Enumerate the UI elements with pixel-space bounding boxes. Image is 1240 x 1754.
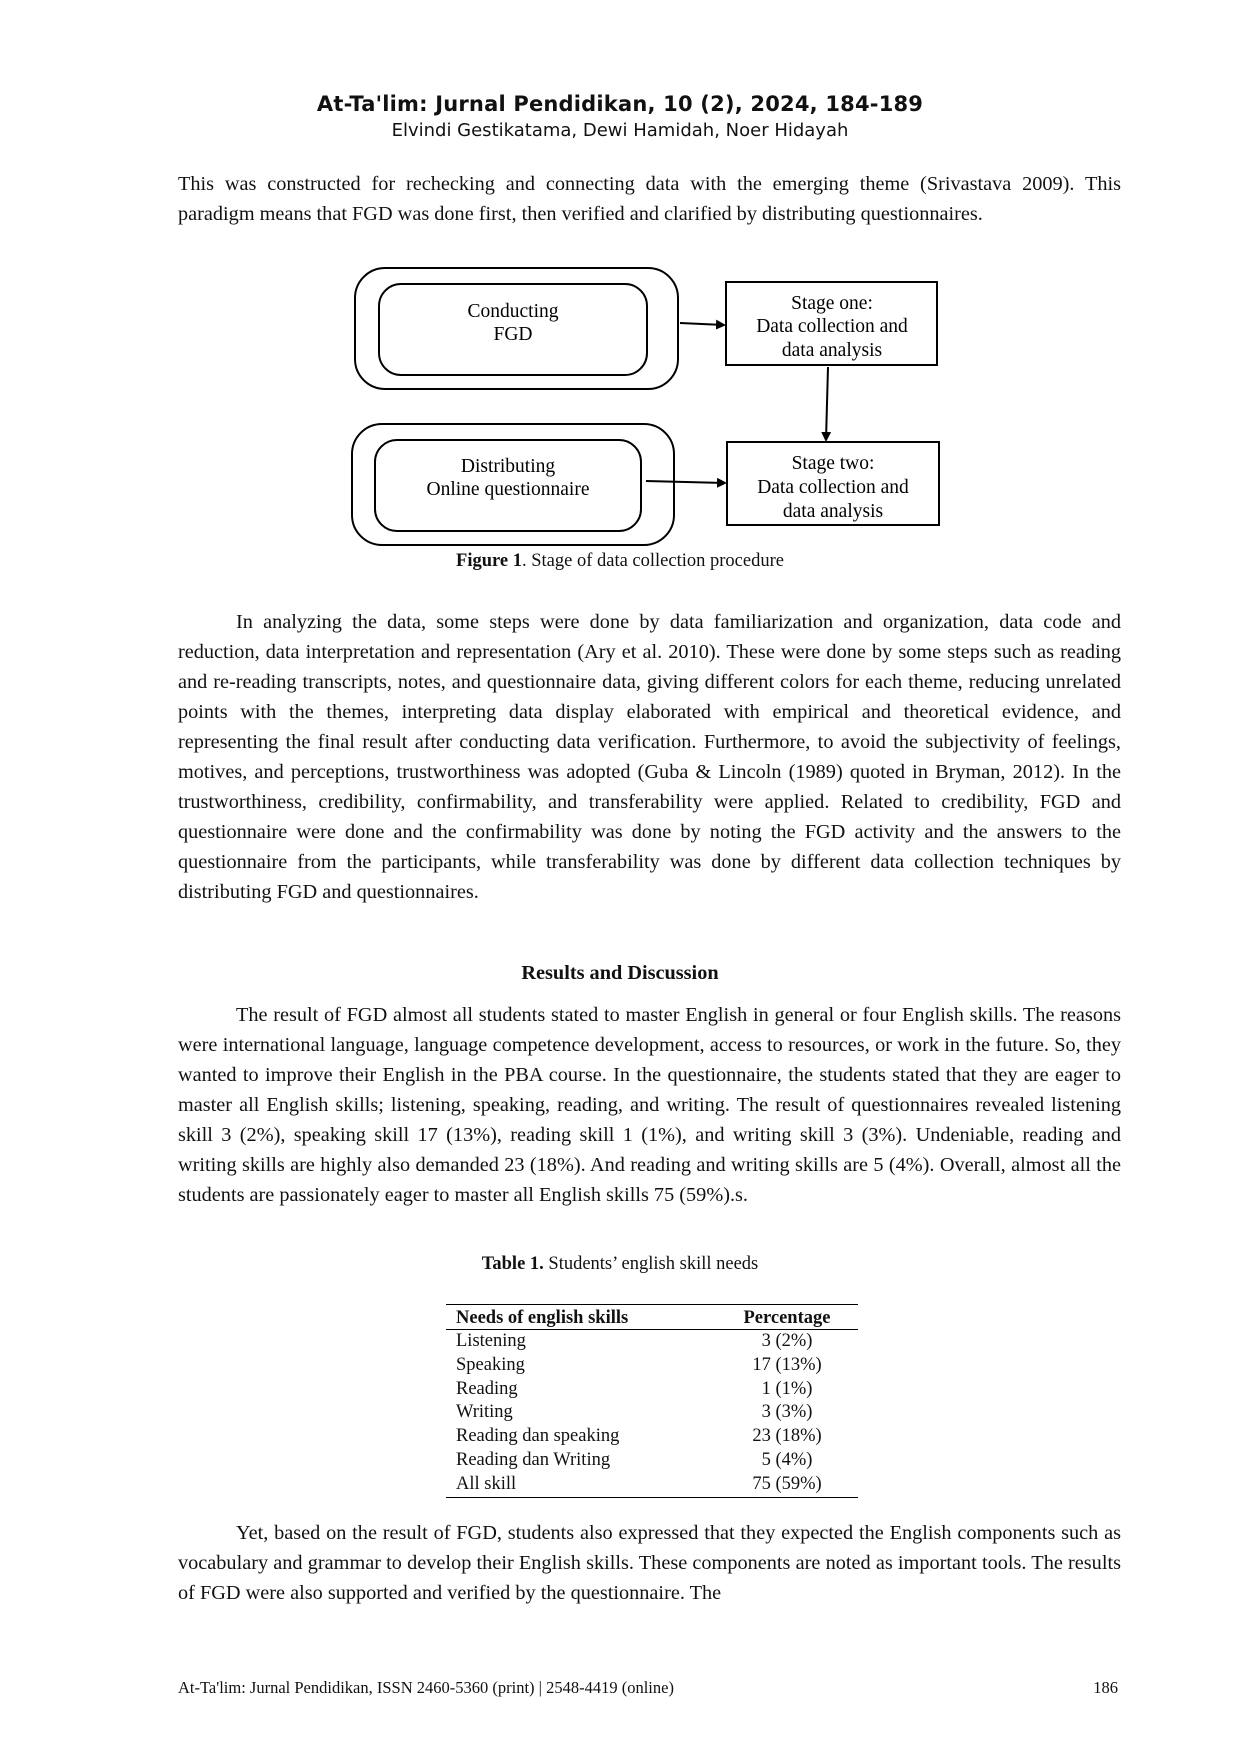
stage-two-line-3: data analysis [782, 501, 884, 522]
figure-caption-label: Figure 1 [456, 551, 522, 571]
figure-caption-text: . Stage of data collection procedure [521, 551, 784, 571]
skill-needs-table [446, 1304, 858, 1498]
column-header-percentage: Percentage [716, 1305, 858, 1330]
table-row [446, 1401, 858, 1425]
stage-two-box [727, 442, 939, 525]
questionnaire-box-line-1: Distributing [460, 456, 556, 477]
table-row [446, 1330, 858, 1354]
stage-one-line-1: Stage one: [791, 293, 873, 314]
skill-cell: All skill [446, 1473, 716, 1497]
table-row [446, 1425, 858, 1449]
figure-caption [0, 551, 1240, 572]
conducting-fgd-box [355, 268, 678, 389]
percentage-cell: 5 (4%) [761, 1449, 813, 1470]
arrow-fgd-to-stage-one [680, 323, 724, 325]
skill-cell: Reading [456, 1378, 518, 1399]
distributing-questionnaire-box [352, 424, 674, 545]
page-number: 186 [1093, 1678, 1118, 1697]
skill-cell: Speaking [456, 1354, 525, 1375]
intro-paragraph: This was constructed for rechecking and connecting data with the emerging theme (Srivastava 2009). This paradigm means that FGD was done first, then verified and clarified by distributing questionnaires. [178, 173, 1121, 225]
table-header-row [446, 1305, 858, 1330]
footer-journal-info: At-Ta'lim: Jurnal Pendidikan, ISSN 2460-5360 (print) | 2548-4419 (online) [178, 1678, 674, 1697]
percentage-cell: 3 (2%) [761, 1331, 813, 1351]
table-caption [0, 1254, 1240, 1275]
stage-one-box [726, 282, 937, 365]
results-paragraph: The result of FGD almost all students stated to master English in general or four English skills. The reasons were international language, language competence development, access to resources, or work in the future. So, they wanted to improve their English in the PBA course. In the questionnaire, the students stated that they are eager to master all English skills; listening, speaking, reading, and writing. The result of questionnaires revealed listening skill 3 (2%), speaking skill 17 (13%), reading skill 1 (1%), and writing skill 3 (3%). Undeniable, reading and writing skills are highly also demanded 23 (18%). And reading and writing skills are 5 (4%). Overall, almost all the students are passionately eager to master all English skills 75 (59%).s. [178, 1004, 1121, 1206]
skill-cell: Writing [456, 1402, 513, 1423]
closing-paragraph: Yet, based on the result of FGD, students also expressed that they expected the English components such as vocabulary and grammar to develop their English skills. These components are noted as important tools. The results of FGD were also supported and verified by the questionnaire. The [178, 1522, 1121, 1604]
percentage-cell: 17 (13%) [752, 1354, 822, 1375]
table-row [446, 1378, 858, 1402]
fgd-box-line-1: Conducting [467, 301, 559, 322]
stage-one-line-2: Data collection and [756, 316, 908, 337]
percentage-cell: 3 (3%) [761, 1402, 813, 1423]
journal-title: At-Ta'lim: Jurnal Pendidikan, 10 (2), 2024, 184-189 [316, 92, 924, 116]
section-heading: Results and Discussion [521, 962, 719, 984]
table-caption-label: Table 1. [481, 1254, 544, 1274]
table-row [446, 1354, 858, 1378]
stage-two-line-1: Stage two: [791, 453, 875, 474]
arrow-questionnaire-to-stage-two [646, 481, 725, 483]
questionnaire-box-line-2: Online questionnaire [426, 479, 590, 500]
analysis-paragraph: In analyzing the data, some steps were done by data familiarization and organization, data code and reduction, data interpretation and representation (Ary et al. 2010). These were done by some steps such as reading and re-reading transcripts, notes, and questionnaire data, giving different colors for each theme, reducing unrelated points with the themes, interpreting data display elaborated with empirical and theoretical evidence, and representing the final result after conducting data verification. Furthermore, to avoid the subjectivity of feelings, motives, and perceptions, trustworthiness was adopted (Guba & Lincoln (1989) quoted in Bryman, 2012). In the trustworthiness, credibility, confirmability, and transferability were applied. Related to credibility, FGD and questionnaire were done and the confirmability was done by noting the FGD activity and the answers to the questionnaire from the participants, while transferability was done by different data collection techniques by distributing FGD and questionnaires. [178, 611, 1121, 903]
skill-cell: Reading dan Writing [456, 1449, 611, 1470]
skill-cell: Reading dan speaking [456, 1426, 620, 1447]
table-row [446, 1449, 858, 1473]
percentage-cell: 1 (1%) [761, 1378, 813, 1399]
arrow-stage-one-to-stage-two [826, 367, 828, 440]
percentage-cell: 23 (18%) [752, 1426, 822, 1447]
fgd-box-line-2: FGD [493, 324, 533, 345]
table-row [446, 1473, 858, 1497]
column-header-needs: Needs of english skills [446, 1305, 716, 1330]
skill-cell: Listening [456, 1331, 526, 1351]
stage-one-line-3: data analysis [781, 340, 883, 361]
percentage-cell: 75 (59%) [716, 1473, 858, 1497]
stage-two-line-2: Data collection and [757, 477, 909, 498]
table-caption-text: Students’ english skill needs [543, 1254, 759, 1274]
data-collection-flow-diagram [0, 0, 1240, 590]
author-list: Elvindi Gestikatama, Dewi Hamidah, Noer Hidayah [391, 120, 849, 141]
